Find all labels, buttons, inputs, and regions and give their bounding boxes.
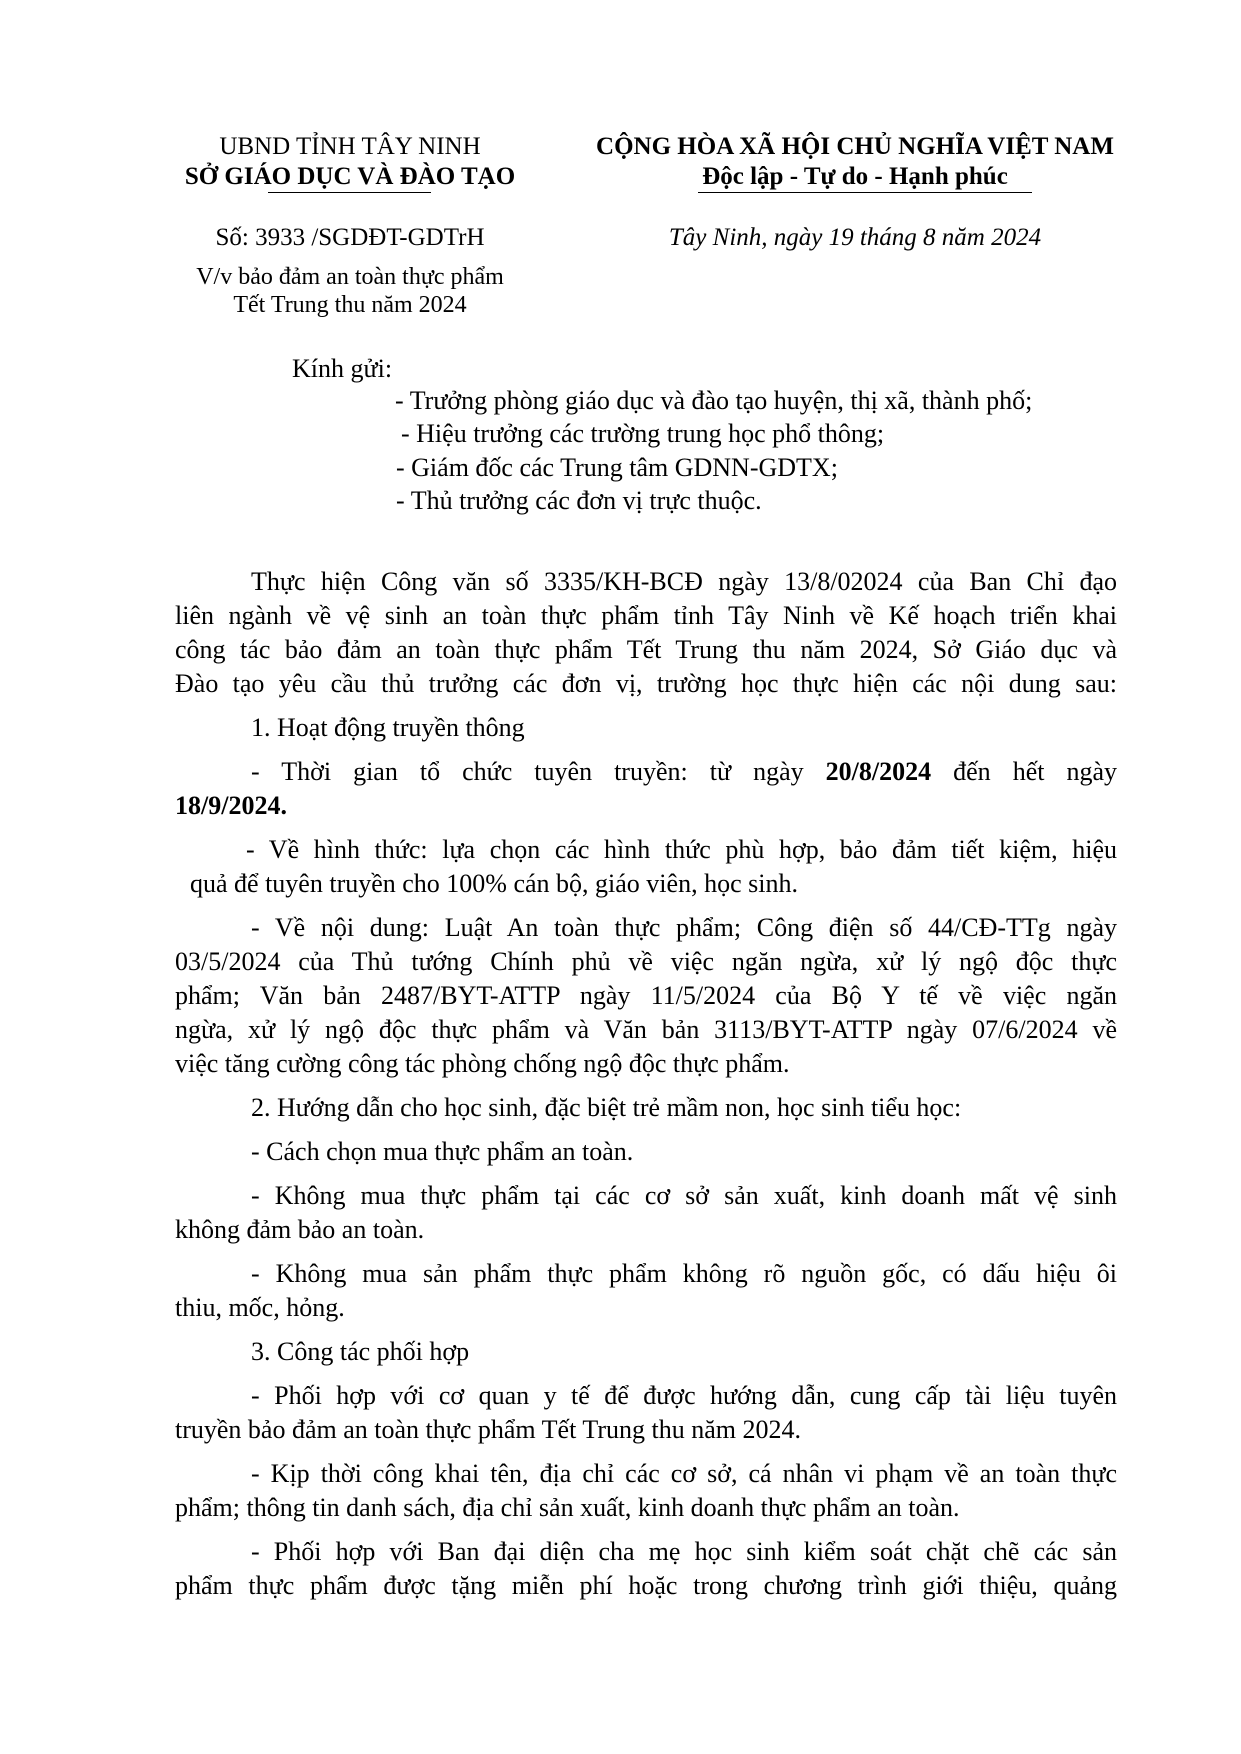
section-3-item: - Phối hợp với cơ quan y tế để được hướng dẫn, cung cấp tài liệu tuyên: [251, 1381, 1117, 1410]
recipients-label: Kính gửi:: [292, 354, 393, 383]
content-line: việc tăng cường công tác phòng chống ngộ độc thực phẩm.: [175, 1049, 790, 1078]
section-3-item: - Kịp thời công khai tên, địa chỉ các cơ sở, cá nhân vi phạm về an toàn thực: [251, 1459, 1117, 1488]
section-2-item: - Không mua thực phẩm tại các cơ sở sản xuất, kinh doanh mất vệ sinh: [251, 1181, 1117, 1210]
agency-name: UBND TỈNH TÂY NINH: [219, 133, 481, 160]
section-2-item-cont: không đảm bảo an toàn.: [175, 1215, 425, 1244]
section-3-item: - Phối hợp với Ban đại diện cha mẹ học sinh kiểm soát chặt chẽ các sản: [251, 1537, 1117, 1566]
intro-line: Đào tạo yêu cầu thủ trưởng các đơn vị, trường học thực hiện các nội dung sau:: [175, 669, 1117, 698]
subject-line-1: V/v bảo đảm an toàn thực phẩm: [196, 264, 504, 290]
document-number: Số: 3933 /SGDĐT-GDTrH: [215, 224, 485, 251]
intro-line: công tác bảo đảm an toàn thực phẩm Tết Trung thu năm 2024, Sở Giáo dục và: [175, 635, 1117, 664]
subject-line-2: Tết Trung thu năm 2024: [233, 292, 467, 318]
section-1-heading: 1. Hoạt động truyền thông: [251, 713, 525, 742]
time-mid: đến hết ngày: [931, 757, 1118, 786]
section-3-item-cont: truyền bảo đảm an toàn thực phẩm Tết Trung thu năm 2024.: [175, 1415, 801, 1444]
department-underline: [268, 192, 431, 193]
nation-title: CỘNG HÒA XÃ HỘI CHỦ NGHĨA VIỆT NAM: [596, 133, 1114, 160]
recipient-item: - Hiệu trưởng các trường trung học phổ thông;: [401, 419, 885, 448]
intro-line: liên ngành về vệ sinh an toàn thực phẩm tỉnh Tây Ninh về Kế hoạch triển khai: [175, 601, 1117, 630]
section-3-item-cont: phẩm thực phẩm được tặng miễn phí hoặc trong chương trình giới thiệu, quảng: [175, 1571, 1117, 1600]
section-2-heading: 2. Hướng dẫn cho học sinh, đặc biệt trẻ mầm non, học sinh tiểu học:: [251, 1093, 962, 1122]
time-end-date: 18/9/2024.: [175, 791, 287, 820]
recipient-item: - Giám đốc các Trung tâm GDNN-GDTX;: [396, 453, 838, 482]
motto-underline: [698, 192, 1032, 193]
section-2-item-cont: thiu, mốc, hỏng.: [175, 1293, 345, 1322]
recipient-item: - Trưởng phòng giáo dục và đào tạo huyện, thị xã, thành phố;: [395, 386, 1033, 415]
intro-line: Thực hiện Công văn số 3335/KH-BCĐ ngày 13/8/02024 của Ban Chỉ đạo: [251, 567, 1117, 596]
section-2-item: - Không mua sản phẩm thực phẩm không rõ nguồn gốc, có dấu hiệu ôi: [251, 1259, 1117, 1288]
section-1-form-line: quả để tuyên truyền cho 100% cán bộ, giáo viên, học sinh.: [190, 869, 798, 898]
section-1-time: [251, 755, 1117, 789]
content-line: 03/5/2024 của Thủ tướng Chính phủ về việc ngăn ngừa, xử lý ngộ độc thực: [175, 947, 1117, 976]
time-prefix: - Thời gian tổ chức tuyên truyền: từ ngày: [251, 757, 826, 786]
section-3-item-cont: phẩm; thông tin danh sách, địa chỉ sản xuất, kinh doanh thực phẩm an toàn.: [175, 1493, 960, 1522]
department-name: SỞ GIÁO DỤC VÀ ĐÀO TẠO: [184, 163, 516, 190]
content-line: ngừa, xử lý ngộ độc thực phẩm và Văn bản 3113/BYT-ATTP ngày 07/6/2024 về: [175, 1015, 1117, 1044]
time-start-date: 20/8/2024: [825, 757, 932, 786]
section-3-heading: 3. Công tác phối hợp: [251, 1337, 470, 1366]
section-1-form-line: - Về hình thức: lựa chọn các hình thức phù hợp, bảo đảm tiết kiệm, hiệu: [246, 835, 1117, 864]
motto: Độc lập - Tự do - Hạnh phúc: [702, 163, 1008, 190]
recipient-item: - Thủ trưởng các đơn vị trực thuộc.: [396, 486, 762, 515]
document-date: Tây Ninh, ngày 19 tháng 8 năm 2024: [668, 224, 1042, 251]
content-line: - Về nội dung: Luật An toàn thực phẩm; Công điện số 44/CĐ-TTg ngày: [251, 913, 1117, 942]
section-2-item: - Cách chọn mua thực phẩm an toàn.: [251, 1137, 634, 1166]
content-line: phẩm; Văn bản 2487/BYT-ATTP ngày 11/5/2024 của Bộ Y tế về việc ngăn: [175, 981, 1117, 1010]
